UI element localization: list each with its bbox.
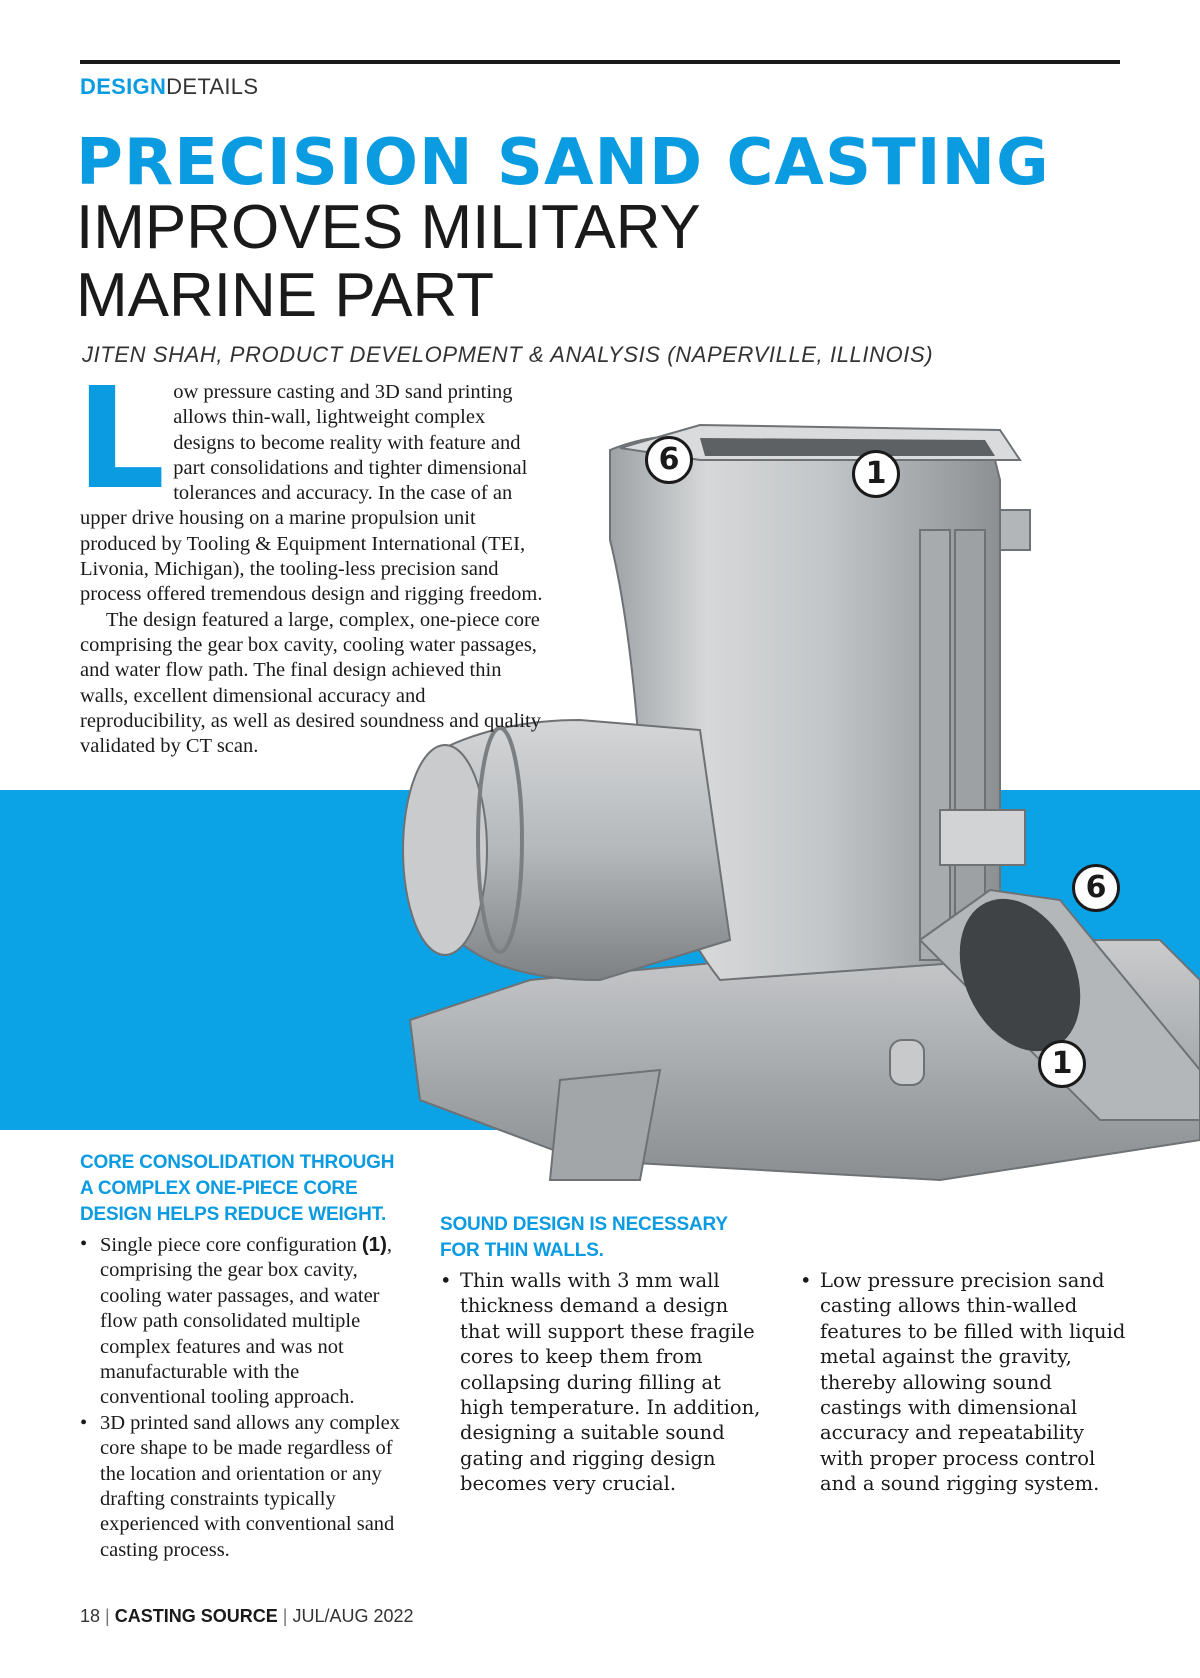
foot (550, 1070, 660, 1180)
headline-line-1: PRECISION SAND CASTING (76, 126, 1050, 200)
top-rule (80, 60, 1120, 64)
col3-body (800, 1268, 1130, 1497)
callout-1-top: 1 (852, 450, 900, 498)
section-label-light: DETAILS (166, 74, 259, 99)
section-label (80, 74, 258, 100)
section-label-bold: DESIGN (80, 74, 167, 99)
headline-line-2: IMPROVES MILITARY (76, 193, 701, 262)
col1-bullet-1-rest: , comprising the gear box cavity, cooling water passages, and water flow path consolidated multiple complex features and was not manufacturable with the conventional tooling approach. (100, 1234, 393, 1409)
intro-text (76, 358, 546, 759)
tower-top-opening (700, 438, 995, 456)
side-flange (1000, 510, 1030, 550)
pipe-mouth (403, 745, 487, 955)
dropcap: L (76, 358, 166, 521)
side-boss (940, 810, 1025, 865)
side-rib (955, 530, 985, 960)
col1-body (80, 1232, 410, 1563)
intro-paragraph-1: ow pressure casting and 3D sand printing allows thin-wall, lightweight complex designs to become reality with feature and part consolidations and tighter dimensional tolerances and accuracy. In the case of an upper drive housing on a marine propulsion unit produced by Tooling & Equipment International (TEI, Livonia, Michigan), the tooling-less precision sand process offered tremendous design and rigging freedom. (80, 381, 543, 606)
col1-bullet-1-text: Single piece core configuration (100, 1234, 362, 1256)
page-footer (80, 1606, 414, 1627)
pin (890, 1040, 924, 1085)
col2-bullet-1: • Thin walls with 3 mm wall thickness demand a design that will support these fragile cores to keep them from collapsing during filling at high temperature. In addition, designing a suitable sound gating and rigging design becomes very crucial. (440, 1268, 770, 1497)
issue-date: JUL/AUG 2022 (292, 1606, 414, 1626)
col2-list (440, 1268, 770, 1497)
callout-1-outlet: 1 (1038, 1040, 1086, 1088)
col3-bullet-1: • Low pressure precision sand casting allows thin-walled features to be filled with liquid metal against the gravity, thereby allowing sound castings with dimensional accuracy and repeatability with proper process control and a sound rigging system. (800, 1268, 1130, 1497)
col1-list (80, 1232, 410, 1563)
side-rib (920, 530, 950, 960)
callout-6-side: 6 (1072, 864, 1120, 912)
footer-separator-1: | (105, 1606, 110, 1626)
col3-list (800, 1268, 1130, 1497)
headline-line-3: MARINE PART (76, 261, 494, 330)
col1-heading: CORE CONSOLIDATION THROUGH A COMPLEX ONE-PIECE CORE DESIGN HELPS REDUCE WEIGHT. (80, 1152, 395, 1225)
col2-heading: SOUND DESIGN IS NECESSARY FOR THIN WALLS. (440, 1214, 728, 1261)
byline: JITEN SHAH, PRODUCT DEVELOPMENT & ANALYSIS (NAPERVILLE, ILLINOIS) (82, 342, 934, 367)
publication-name: CASTING SOURCE (114, 1606, 278, 1626)
col1-bullet-2: • 3D printed sand allows any complex core shape to be made regardless of the location and orientation or any drafting constraints typically experienced with conventional sand casting process. (80, 1411, 410, 1563)
callout-6-top: 6 (645, 436, 693, 484)
headline-lines-2-3 (76, 194, 701, 330)
col1-bullet-1-ref: (1) (361, 1233, 387, 1256)
col2-body (440, 1268, 770, 1497)
page-number: 18 (80, 1606, 101, 1626)
footer-separator-2: | (282, 1606, 288, 1626)
col1-bullet-1 (80, 1232, 410, 1411)
intro-paragraph-2: The design featured a large, complex, one-piece core comprising the gear box cavity, cooling water passages, and water flow path. The final design achieved thin walls, excellent dimensional accuracy and reproducibility, as well as desired soundness and quality validated by CT scan. (80, 608, 541, 758)
